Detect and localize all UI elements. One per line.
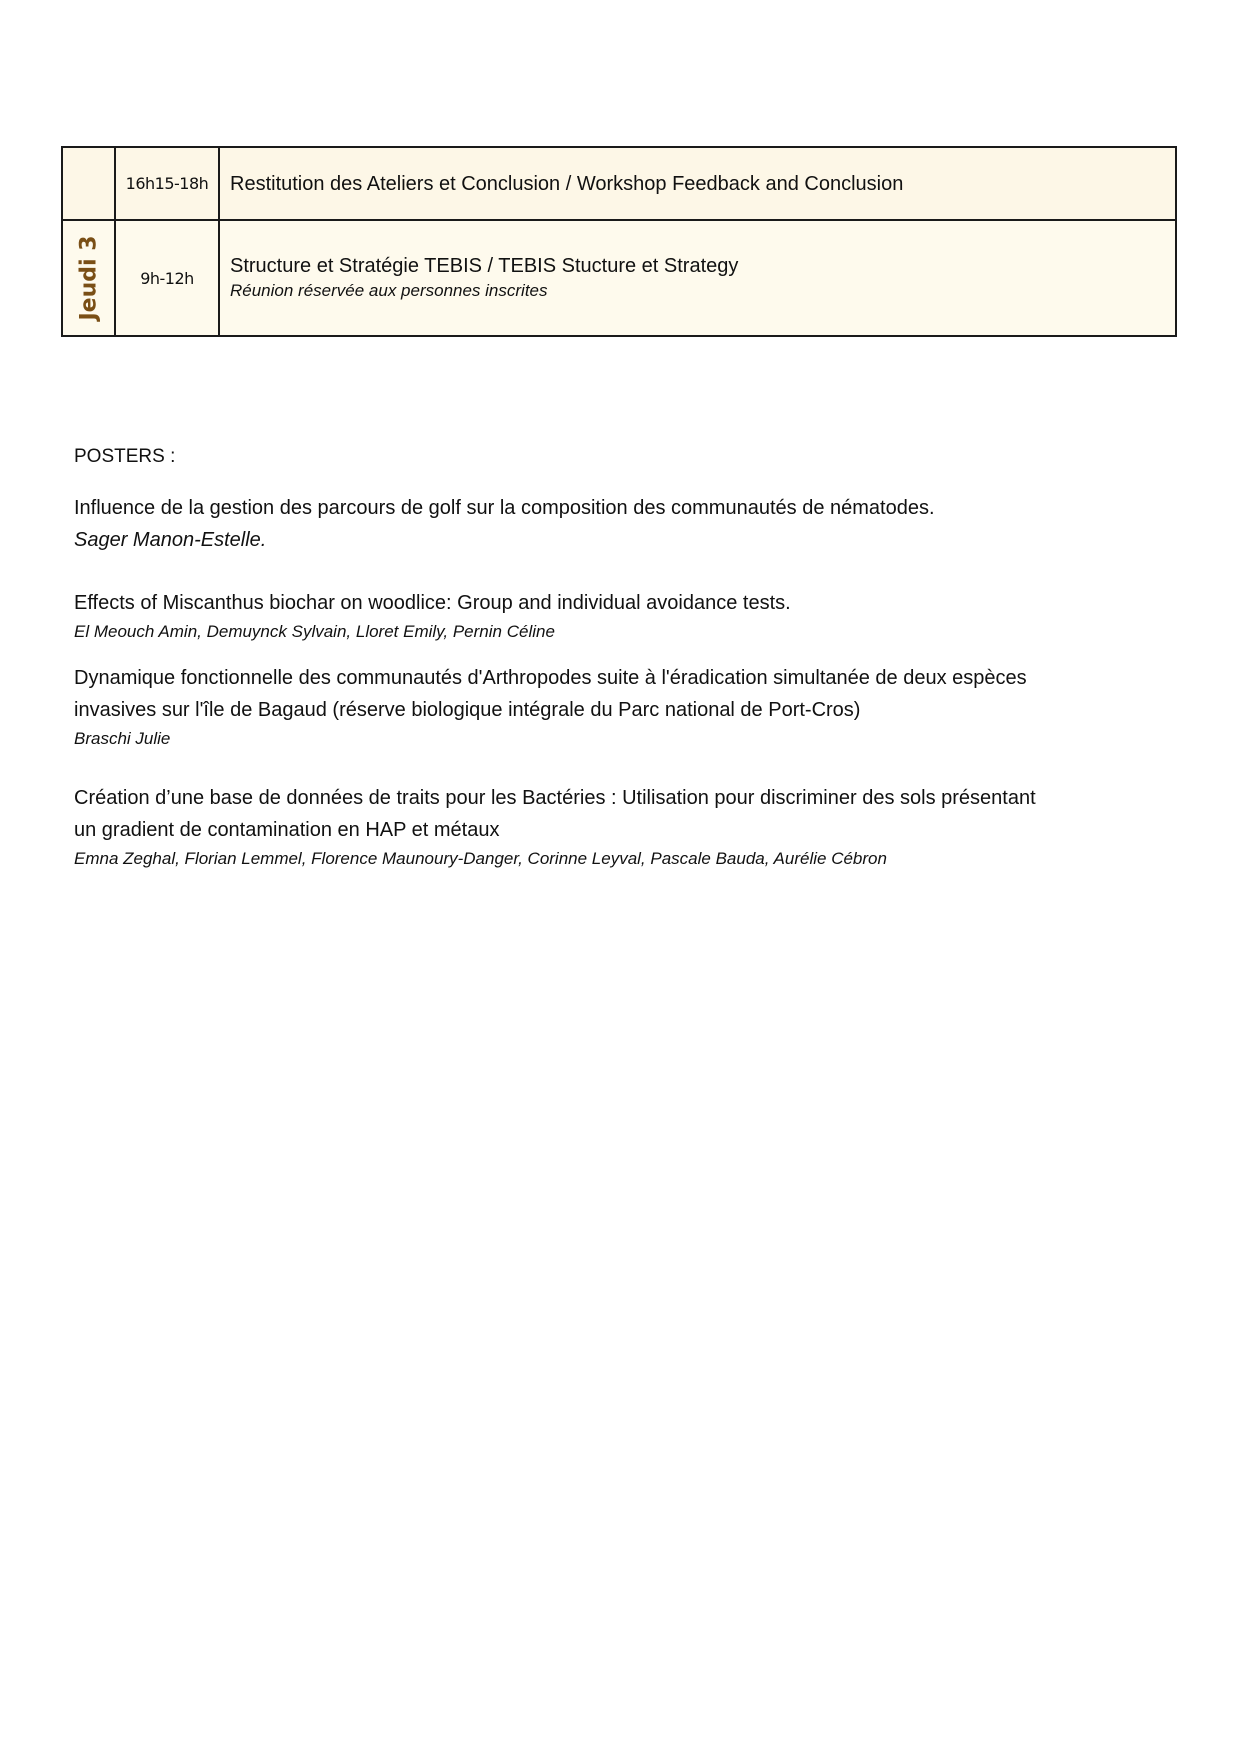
poster-authors: Emna Zeghal, Florian Lemmel, Florence Maunoury-Danger, Corinne Leyval, Pascale Bauda, Aurélie Cébron xyxy=(74,849,887,868)
poster-title-line: invasives sur l'île de Bagaud (réserve biologique intégrale du Parc national de Port-Cros) xyxy=(74,699,861,721)
posters-heading: POSTERS : xyxy=(74,446,176,467)
poster-entry xyxy=(74,492,1134,556)
poster-authors: El Meouch Amin, Demuynck Sylvain, Lloret Emily, Pernin Céline xyxy=(74,622,555,641)
session-title: Restitution des Ateliers et Conclusion / Workshop Feedback and Conclusion xyxy=(230,172,904,195)
schedule-table xyxy=(61,146,1177,337)
day-cell xyxy=(62,147,115,220)
poster-entry xyxy=(74,782,1134,872)
poster-title-line: Création d’une base de données de traits pour les Bactéries : Utilisation pour discriminer des sols présentant xyxy=(74,787,1036,809)
poster-title: Influence de la gestion des parcours de golf sur la composition des communautés de nématodes. xyxy=(74,497,935,519)
poster-authors: Sager Manon-Estelle. xyxy=(74,529,267,551)
schedule-row xyxy=(62,147,1176,220)
time-cell: 16h15-18h xyxy=(115,147,219,220)
session-cell xyxy=(219,220,1176,336)
day-label: Jeudi 3 xyxy=(76,235,101,321)
session-note: Réunion réservée aux personnes inscrites xyxy=(230,281,548,300)
poster-title-line: un gradient de contamination en HAP et métaux xyxy=(74,819,500,841)
time-cell: 9h-12h xyxy=(115,220,219,336)
poster-title-line: Dynamique fonctionnelle des communautés d'Arthropodes suite à l'éradication simultanée de deux espèces xyxy=(74,667,1027,689)
poster-entry xyxy=(74,587,1134,645)
poster-title: Effects of Miscanthus biochar on woodlice: Group and individual avoidance tests. xyxy=(74,592,791,614)
poster-authors: Braschi Julie xyxy=(74,729,171,748)
session-title: Structure et Stratégie TEBIS / TEBIS Stucture et Strategy xyxy=(230,255,739,277)
day-cell xyxy=(62,220,115,336)
schedule-row xyxy=(62,220,1176,336)
session-cell xyxy=(219,147,1176,220)
posters-section xyxy=(74,444,1134,872)
poster-entry xyxy=(74,662,1134,752)
